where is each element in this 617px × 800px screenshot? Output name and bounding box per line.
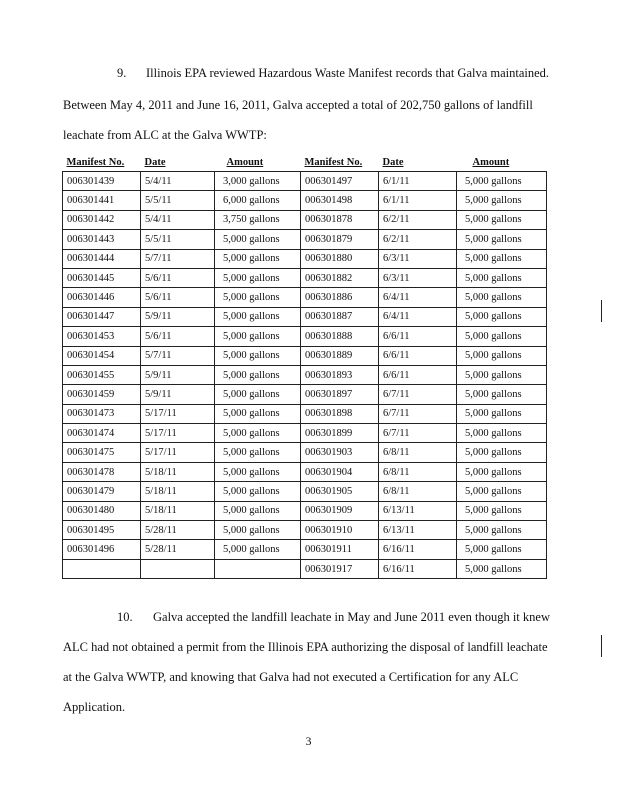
cell-amount: 5,000 gallons: [215, 521, 301, 540]
cell-date: 5/18/11: [141, 462, 215, 481]
margin-mark: [601, 635, 602, 657]
cell-date: 5/28/11: [141, 540, 215, 559]
cell-amount: 3,000 gallons: [215, 172, 301, 191]
table-row: [63, 307, 547, 326]
cell-date: 5/28/11: [141, 521, 215, 540]
cell-manifest-no: 006301910: [301, 521, 379, 540]
table-row: [63, 172, 547, 191]
cell-date: 5/5/11: [141, 230, 215, 249]
cell-manifest-no: 006301459: [63, 385, 141, 404]
cell-date: 5/17/11: [141, 404, 215, 423]
cell-amount: [215, 559, 301, 578]
cell-amount: 5,000 gallons: [457, 424, 547, 443]
cell-date: 5/9/11: [141, 365, 215, 384]
cell-manifest-no: 006301445: [63, 268, 141, 287]
cell-amount: 5,000 gallons: [457, 540, 547, 559]
cell-date: 5/18/11: [141, 482, 215, 501]
cell-date: 6/13/11: [379, 501, 457, 520]
cell-amount: 3,750 gallons: [215, 210, 301, 229]
cell-amount: 5,000 gallons: [215, 540, 301, 559]
cell-date: 5/6/11: [141, 327, 215, 346]
cell-manifest-no: 006301439: [63, 172, 141, 191]
cell-date: 6/6/11: [379, 327, 457, 346]
cell-date: 5/17/11: [141, 424, 215, 443]
cell-manifest-no: 006301898: [301, 404, 379, 423]
header-amount: Amount: [226, 156, 264, 168]
table-row: [63, 404, 547, 423]
cell-amount: 5,000 gallons: [457, 482, 547, 501]
cell-date: [141, 559, 215, 578]
cell-manifest-no: 006301887: [301, 307, 379, 326]
cell-amount: 5,000 gallons: [215, 346, 301, 365]
paragraph-line: Illinois EPA reviewed Hazardous Waste Manifest records that Galva maintained.: [146, 66, 550, 80]
paragraph-line: ALC had not obtained a permit from the Illinois EPA authorizing the disposal of landfill leachate: [63, 640, 548, 654]
cell-date: 6/16/11: [379, 540, 457, 559]
cell-date: 6/7/11: [379, 385, 457, 404]
cell-date: 5/9/11: [141, 385, 215, 404]
cell-amount: 5,000 gallons: [457, 559, 547, 578]
cell-date: 5/9/11: [141, 307, 215, 326]
cell-amount: 5,000 gallons: [215, 385, 301, 404]
cell-manifest-no: 006301441: [63, 191, 141, 210]
table-row: [63, 443, 547, 462]
cell-date: 6/8/11: [379, 443, 457, 462]
cell-manifest-no: 006301879: [301, 230, 379, 249]
cell-manifest-no: 006301888: [301, 327, 379, 346]
paragraph-line: Application.: [63, 700, 126, 714]
cell-manifest-no: 006301905: [301, 482, 379, 501]
cell-amount: 5,000 gallons: [457, 462, 547, 481]
table-row: [63, 191, 547, 210]
manifest-table: [62, 153, 547, 579]
cell-manifest-no: 006301480: [63, 501, 141, 520]
paragraph-line: Galva accepted the landfill leachate in May and June 2011 even though it knew: [153, 610, 550, 624]
cell-manifest-no: 006301909: [301, 501, 379, 520]
cell-manifest-no: 006301454: [63, 346, 141, 365]
cell-manifest-no: 006301897: [301, 385, 379, 404]
cell-manifest-no: 006301882: [301, 268, 379, 287]
header-amount: Amount: [472, 156, 510, 168]
cell-amount: 5,000 gallons: [215, 462, 301, 481]
paragraph-number: 10.: [117, 610, 133, 624]
cell-amount: 5,000 gallons: [457, 191, 547, 210]
paragraph-line: Between May 4, 2011 and June 16, 2011, Galva accepted a total of 202,750 gallons of landfill: [63, 98, 533, 112]
cell-manifest-no: 006301446: [63, 288, 141, 307]
cell-date: 6/4/11: [379, 288, 457, 307]
cell-date: 6/1/11: [379, 191, 457, 210]
cell-amount: 5,000 gallons: [457, 307, 547, 326]
cell-amount: 5,000 gallons: [457, 346, 547, 365]
cell-manifest-no: [63, 559, 141, 578]
cell-amount: 5,000 gallons: [215, 288, 301, 307]
cell-amount: 5,000 gallons: [215, 501, 301, 520]
cell-date: 5/6/11: [141, 268, 215, 287]
cell-date: 6/6/11: [379, 365, 457, 384]
cell-manifest-no: 006301474: [63, 424, 141, 443]
table-row: [63, 288, 547, 307]
paragraph-line: leachate from ALC at the Galva WWTP:: [63, 128, 267, 142]
table-row: [63, 346, 547, 365]
cell-manifest-no: 006301475: [63, 443, 141, 462]
cell-amount: 5,000 gallons: [215, 327, 301, 346]
cell-amount: 5,000 gallons: [457, 521, 547, 540]
cell-amount: 5,000 gallons: [457, 327, 547, 346]
cell-manifest-no: 006301447: [63, 307, 141, 326]
cell-amount: 5,000 gallons: [457, 501, 547, 520]
cell-manifest-no: 006301473: [63, 404, 141, 423]
cell-manifest-no: 006301880: [301, 249, 379, 268]
cell-manifest-no: 006301904: [301, 462, 379, 481]
cell-date: 5/7/11: [141, 346, 215, 365]
cell-manifest-no: 006301886: [301, 288, 379, 307]
table-row: [63, 462, 547, 481]
header-manifest-no: Manifest No.: [304, 156, 363, 168]
header-manifest-no: Manifest No.: [66, 156, 125, 168]
cell-manifest-no: 006301889: [301, 346, 379, 365]
cell-amount: 5,000 gallons: [215, 249, 301, 268]
cell-manifest-no: 006301911: [301, 540, 379, 559]
cell-manifest-no: 006301453: [63, 327, 141, 346]
table-row: [63, 365, 547, 384]
table-row: [63, 385, 547, 404]
cell-amount: 6,000 gallons: [215, 191, 301, 210]
paragraph-number: 9.: [117, 66, 127, 80]
page-number: 3: [305, 734, 312, 748]
cell-manifest-no: 006301917: [301, 559, 379, 578]
cell-amount: 5,000 gallons: [457, 288, 547, 307]
cell-amount: 5,000 gallons: [215, 443, 301, 462]
cell-date: 6/6/11: [379, 346, 457, 365]
cell-amount: 5,000 gallons: [215, 307, 301, 326]
table-header-row: [63, 153, 547, 172]
cell-date: 6/3/11: [379, 268, 457, 287]
cell-manifest-no: 006301899: [301, 424, 379, 443]
cell-manifest-no: 006301903: [301, 443, 379, 462]
table-row: [63, 327, 547, 346]
cell-manifest-no: 006301495: [63, 521, 141, 540]
cell-manifest-no: 006301496: [63, 540, 141, 559]
table-row: [63, 424, 547, 443]
cell-date: 5/6/11: [141, 288, 215, 307]
cell-manifest-no: 006301479: [63, 482, 141, 501]
cell-manifest-no: 006301455: [63, 365, 141, 384]
cell-date: 5/5/11: [141, 191, 215, 210]
cell-date: 6/8/11: [379, 482, 457, 501]
cell-amount: 5,000 gallons: [457, 365, 547, 384]
cell-amount: 5,000 gallons: [457, 268, 547, 287]
table-row: [63, 540, 547, 559]
table-row: [63, 559, 547, 578]
cell-date: 5/18/11: [141, 501, 215, 520]
margin-mark: [601, 300, 602, 322]
cell-amount: 5,000 gallons: [215, 268, 301, 287]
cell-date: 6/1/11: [379, 172, 457, 191]
cell-amount: 5,000 gallons: [457, 385, 547, 404]
table-row: [63, 268, 547, 287]
cell-date: 5/7/11: [141, 249, 215, 268]
cell-manifest-no: 006301443: [63, 230, 141, 249]
cell-manifest-no: 006301893: [301, 365, 379, 384]
cell-date: 6/7/11: [379, 404, 457, 423]
cell-amount: 5,000 gallons: [457, 210, 547, 229]
cell-amount: 5,000 gallons: [215, 365, 301, 384]
cell-date: 6/4/11: [379, 307, 457, 326]
cell-manifest-no: 006301478: [63, 462, 141, 481]
cell-date: 6/2/11: [379, 230, 457, 249]
cell-manifest-no: 006301497: [301, 172, 379, 191]
cell-date: 6/7/11: [379, 424, 457, 443]
cell-date: 5/17/11: [141, 443, 215, 462]
manifest-table-body: [63, 172, 547, 579]
table-row: [63, 210, 547, 229]
cell-manifest-no: 006301878: [301, 210, 379, 229]
table-row: [63, 501, 547, 520]
cell-amount: 5,000 gallons: [215, 424, 301, 443]
cell-amount: 5,000 gallons: [457, 404, 547, 423]
header-date: Date: [144, 156, 166, 168]
table-row: [63, 230, 547, 249]
cell-amount: 5,000 gallons: [215, 230, 301, 249]
cell-amount: 5,000 gallons: [215, 404, 301, 423]
cell-manifest-no: 006301442: [63, 210, 141, 229]
cell-amount: 5,000 gallons: [457, 172, 547, 191]
header-date: Date: [382, 156, 404, 168]
cell-date: 5/4/11: [141, 172, 215, 191]
cell-date: 5/4/11: [141, 210, 215, 229]
cell-date: 6/16/11: [379, 559, 457, 578]
cell-amount: 5,000 gallons: [215, 482, 301, 501]
table-row: [63, 249, 547, 268]
cell-date: 6/3/11: [379, 249, 457, 268]
table-row: [63, 482, 547, 501]
cell-date: 6/8/11: [379, 462, 457, 481]
cell-manifest-no: 006301444: [63, 249, 141, 268]
cell-date: 6/13/11: [379, 521, 457, 540]
cell-amount: 5,000 gallons: [457, 249, 547, 268]
cell-manifest-no: 006301498: [301, 191, 379, 210]
cell-date: 6/2/11: [379, 210, 457, 229]
cell-amount: 5,000 gallons: [457, 443, 547, 462]
table-row: [63, 521, 547, 540]
cell-amount: 5,000 gallons: [457, 230, 547, 249]
paragraph-line: at the Galva WWTP, and knowing that Galva had not executed a Certification for any ALC: [63, 670, 519, 684]
